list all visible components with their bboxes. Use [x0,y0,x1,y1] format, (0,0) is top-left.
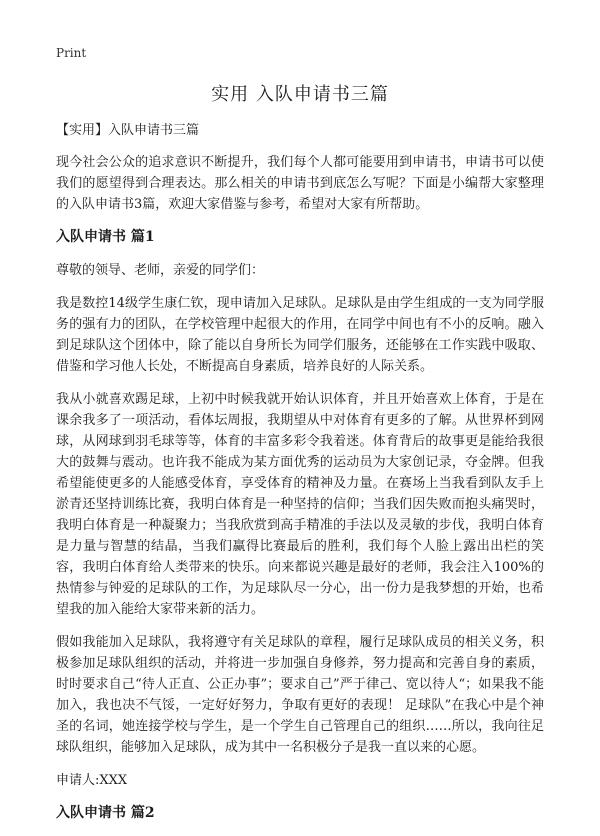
section-1-paragraph-2: 我从小就喜欢踢足球，上初中时候我就开始认识体育，并且开始喜欢上体育，于是在课余我多了一项活动，看体坛周报，我期望从中对体育有更多的了解。从世界杯到网球，从网球到羽毛球等等，体育的丰富多彩令我着迷。体育背后的故事更是能给我很大的鼓舞与震动。也许我不能成为某方面优秀的运动员为大家创记录，夺金牌。但我希望能使更多的人能感受体育，享受体育的精神及力量。在赛场上当我看到队友手上淤青还坚持训练比赛，我明白体育是一种坚持的信仰；当我们因失败而抱头痛哭时，我明白体育是一种凝聚力；当我欣赏到高手精准的手法以及灵敏的步伐，我明白体育是力量与智慧的结晶，当我们赢得比赛最后的胜利，我们每个人脸上露出出栏的笑容，我明白体育给人类带来的快乐。向来都说兴趣是最好的老师，我会注入100%的热情参与钟爱的足球队的工作，为足球队尽一分心，出一份力是我梦想的开始，也希望我的加入能给大家带来新的活力。 [56,392,544,617]
section-2-heading: 入队申请书 篇2 [56,805,155,821]
section-1-signature: 申请人:XXX [56,773,128,788]
section-1-paragraph-1: 我是数控14级学生康仁钦，现申请加入足球队。足球队是由学生组成的一支为同学服务的强有力的团队，在学校管理中起很大的作用，在同学中间也有不小的反响。融入到足球队这个团体中，除了能以自身所长为同学们服务，还能够在工作实践中吸取、借鉴和学习他人长处，不断提高自身素质，培养良好的人际关系。 [56,296,544,374]
section-1-heading: 入队申请书 篇1 [56,229,155,245]
intro-paragraph: 现今社会公众的追求意识不断提升，我们每个人都可能要用到申请书，申请书可以使我们的愿望得到合理表达。那么相关的申请书到底怎么写呢？下面是小编帮大家整理的入队申请书3篇，欢迎大家借鉴与参考，希望对大家有所帮助。 [56,155,544,212]
page-title: 实用 入队申请书三篇 [211,84,389,105]
print-label: Print [56,46,87,60]
section-1-greeting: 尊敬的领导、老师，亲爱的同学们： [56,263,265,278]
document-subtitle: 【实用】入队申请书三篇 [56,123,200,138]
section-1-paragraph-3: 假如我能加入足球队，我将遵守有关足球队的章程，履行足球队成员的相关义务，积极参加足球队组织的活动，并将进一步加强自身修养，努力提高和完善自身的素质，时时要求自己“待人正直、公正办事”；要求自己”严于律己、宽以待人“；如果我不能加入，我也决不气馁，一定好好努力，争取有更好的表现！ 足球队”在我心中是个神圣的名词，她连接学校与学生，是一个学生自己管理自己的组织……所以，我向往足球队组织，能够加入足球队，成为其中一名积极分子是我一直以来的心愿。 [56,635,544,755]
document-body [56,120,544,836]
